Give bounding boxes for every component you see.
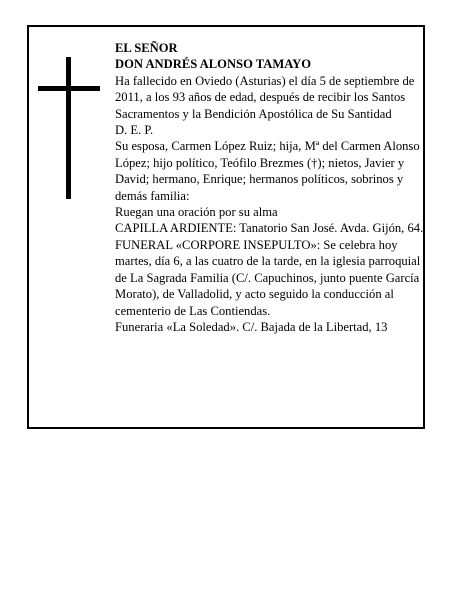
cross-horizontal-bar bbox=[38, 86, 100, 91]
funeral-info: FUNERAL «CORPORE INSEPULTO»: Se celebra hoy martes, día 6, a las cuatro de la tarde, en la iglesia parroquial de La Sagrada Familia (C/. Capuchinos, junto puente García Morato), de Valladolid, y acto seguido la conducción al cementerio de Las Contiendas. bbox=[115, 237, 421, 318]
funeral-home-info: Funeraria «La Soledad». C/. Bajada de la Libertad, 13 bbox=[115, 319, 388, 334]
family-list: Su esposa, Carmen López Ruiz; hija, Mª del Carmen Alonso López; hijo político, Teófilo Brezmes (†); nietos, Javier y David; hermano, Enrique; hermanos políticos, sobrinos y demás familia: bbox=[115, 139, 420, 203]
obituary-text bbox=[115, 40, 427, 335]
cross-icon bbox=[38, 57, 100, 199]
heading-line-1: EL SEÑOR bbox=[115, 41, 178, 55]
prayer-request: Ruegan una oración por su alma bbox=[115, 205, 278, 220]
death-announcement: Ha fallecido en Oviedo (Asturias) el día 5 de septiembre de 2011, a los 93 años de edad, después de recibir los Santos Sacramentos y la Bendición Apostólica de Su Santidad bbox=[115, 73, 415, 121]
deceased-name: DON ANDRÉS ALONSO TAMAYO bbox=[115, 57, 312, 72]
chapel-info: CAPILLA ARDIENTE: Tanatorio San José. Avda. Gijón, 64. bbox=[115, 221, 424, 236]
obituary-notice bbox=[27, 25, 425, 429]
dep-line: D. E. P. bbox=[115, 123, 154, 138]
cross-vertical-bar bbox=[66, 57, 71, 199]
